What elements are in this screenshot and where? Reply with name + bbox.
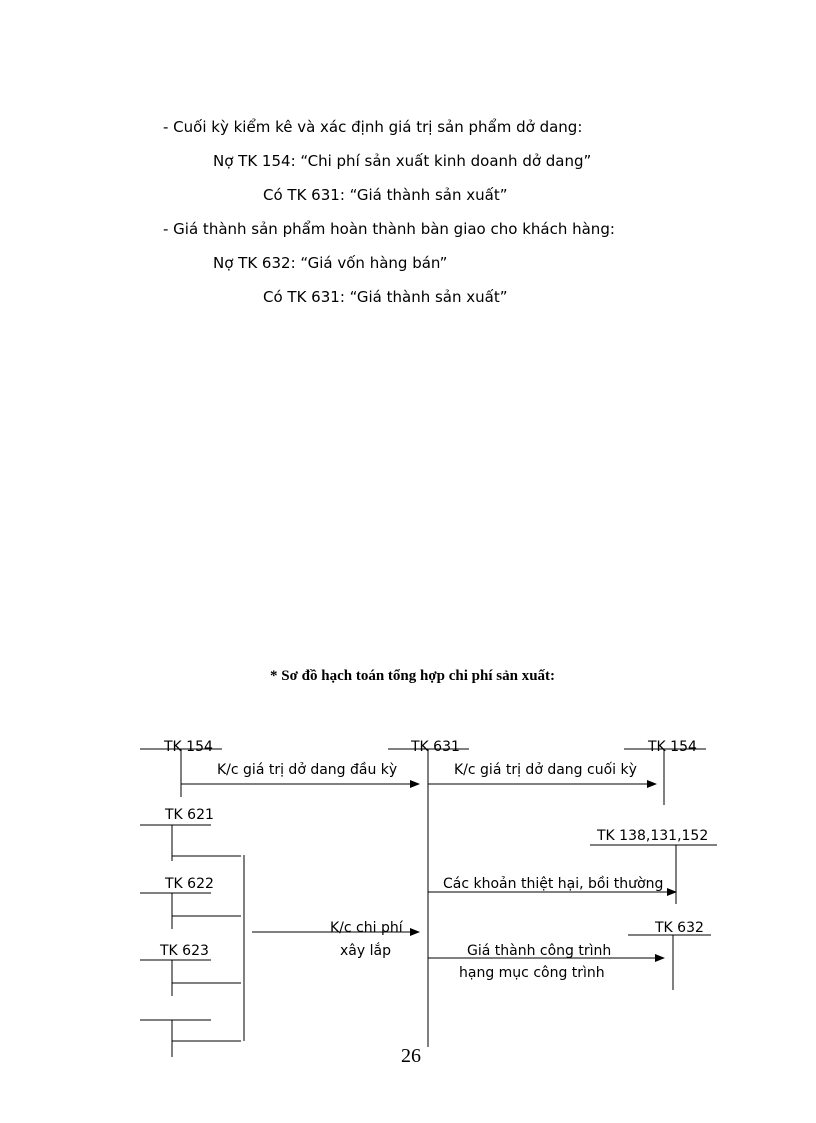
tk632-label: TK 632 <box>655 920 704 936</box>
opening-wip-label: K/c giá trị dở dang đầu kỳ <box>217 762 398 778</box>
tk631-label: TK 631 <box>411 739 460 755</box>
text-line-4: - Giá thành sản phẩm hoàn thành bàn giao cho khách hàng: <box>163 220 615 238</box>
transfer-cost-label-1: K/c chi phí <box>330 920 403 936</box>
tk622-label: TK 622 <box>165 876 214 892</box>
diagram-title: * Sơ đồ hạch toán tổng hợp chi phí sản xuất: <box>270 668 556 684</box>
closing-wip-label: K/c giá trị dở dang cuối kỳ <box>454 762 637 778</box>
text-line-1: - Cuối kỳ kiểm kê và xác định giá trị sản phẩm dở dang: <box>163 118 583 136</box>
tk621-label: TK 621 <box>165 807 214 823</box>
text-line-5: Nợ TK 632: “Giá vốn hàng bán” <box>213 254 448 272</box>
transfer-cost-label-2: xây lắp <box>340 943 391 959</box>
tk138-label: TK 138,131,152 <box>597 828 709 844</box>
text-line-2: Nợ TK 154: “Chi phí sản xuất kinh doanh dở dang” <box>213 152 592 170</box>
completed-cost-label-2: hạng mục công trình <box>459 965 605 981</box>
tk154-left-label: TK 154 <box>164 739 213 755</box>
page-number: 26 <box>401 1045 421 1067</box>
tk154-right-label: TK 154 <box>648 739 697 755</box>
completed-cost-label-1: Giá thành công trình <box>467 943 612 959</box>
tk623-label: TK 623 <box>160 943 209 959</box>
text-line-3: Có TK 631: “Giá thành sản xuất” <box>263 186 508 204</box>
damages-label: Các khoản thiệt hại, bồi thường <box>443 876 664 892</box>
text-line-6: Có TK 631: “Giá thành sản xuất” <box>263 288 508 306</box>
